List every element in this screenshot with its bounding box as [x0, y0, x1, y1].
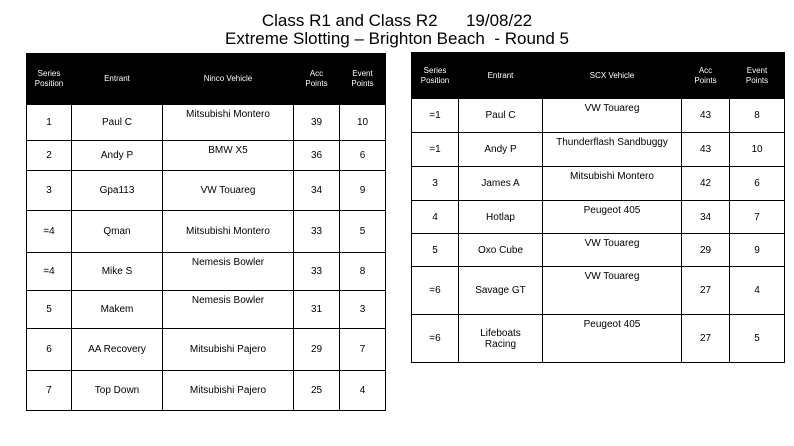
cell-series-position: =6 — [412, 267, 459, 315]
table-row — [412, 167, 785, 201]
cell-acc-points: 43 — [682, 133, 730, 167]
cell-acc-points: 34 — [682, 201, 730, 234]
cell-vehicle: VW Touareg — [543, 99, 682, 133]
cell-acc-points: 29 — [682, 234, 730, 267]
cell-series-position: 5 — [412, 234, 459, 267]
cell-entrant: Gpa113 — [72, 171, 163, 211]
cell-acc-points: 27 — [682, 267, 730, 315]
cell-acc-points: 42 — [682, 167, 730, 201]
header-vehicle: Ninco Vehicle — [163, 54, 294, 105]
table-row — [412, 267, 785, 315]
cell-vehicle: VW Touareg — [543, 234, 682, 267]
cell-acc-points: 31 — [294, 291, 340, 329]
cell-acc-points: 43 — [682, 99, 730, 133]
table-row — [27, 253, 386, 291]
header-event-points: Event Points — [340, 54, 386, 105]
cell-vehicle: Mitsubishi Pajero — [163, 329, 294, 371]
header-event-points: Event Points — [730, 53, 785, 99]
header-acc-points: Acc Points — [294, 54, 340, 105]
cell-entrant: Oxo Cube — [459, 234, 543, 267]
cell-vehicle: Peugeot 405 — [543, 201, 682, 234]
cell-entrant: Mike S — [72, 253, 163, 291]
cell-entrant: Paul C — [459, 99, 543, 133]
cell-acc-points: 39 — [294, 105, 340, 141]
header-series-position: Series Position — [27, 54, 72, 105]
cell-vehicle: Nemesis Bowler — [163, 291, 294, 329]
header-series-position: Series Position — [412, 53, 459, 99]
cell-series-position: 3 — [412, 167, 459, 201]
cell-event-points: 6 — [730, 167, 785, 201]
class-r2-results-table — [411, 52, 785, 363]
cell-entrant: Savage GT — [459, 267, 543, 315]
cell-entrant: Qman — [72, 211, 163, 253]
cell-acc-points: 29 — [294, 329, 340, 371]
cell-event-points: 3 — [340, 291, 386, 329]
cell-vehicle: Mitsubishi Pajero — [163, 371, 294, 411]
table-row — [412, 315, 785, 363]
table-row — [412, 99, 785, 133]
cell-event-points: 5 — [340, 211, 386, 253]
table-row — [27, 291, 386, 329]
header-entrant: Entrant — [459, 53, 543, 99]
cell-vehicle: Mitsubishi Montero — [163, 105, 294, 141]
cell-entrant: Paul C — [72, 105, 163, 141]
cell-entrant: Andy P — [459, 133, 543, 167]
cell-series-position: 2 — [27, 141, 72, 171]
cell-event-points: 9 — [730, 234, 785, 267]
cell-series-position: 5 — [27, 291, 72, 329]
cell-vehicle: Mitsubishi Montero — [543, 167, 682, 201]
cell-series-position: 6 — [27, 329, 72, 371]
title-line-2: Extreme Slotting – Brighton Beach - Round 5 — [225, 29, 569, 48]
header-entrant: Entrant — [72, 54, 163, 105]
cell-event-points: 6 — [340, 141, 386, 171]
cell-event-points: 9 — [340, 171, 386, 211]
class-r1-results-table — [26, 53, 386, 411]
cell-vehicle: BMW X5 — [163, 141, 294, 171]
cell-entrant: Makem — [72, 291, 163, 329]
cell-entrant: Lifeboats Racing — [459, 315, 543, 363]
cell-vehicle: Nemesis Bowler — [163, 253, 294, 291]
cell-acc-points: 27 — [682, 315, 730, 363]
cell-series-position: =1 — [412, 133, 459, 167]
cell-series-position: 4 — [412, 201, 459, 234]
table-row — [412, 133, 785, 167]
table-header-row — [27, 54, 386, 105]
cell-event-points: 10 — [340, 105, 386, 141]
cell-vehicle: Mitsubishi Montero — [163, 211, 294, 253]
cell-series-position: 7 — [27, 371, 72, 411]
cell-entrant: Andy P — [72, 141, 163, 171]
table-row — [27, 371, 386, 411]
cell-event-points: 7 — [730, 201, 785, 234]
cell-event-points: 5 — [730, 315, 785, 363]
cell-acc-points: 33 — [294, 211, 340, 253]
cell-series-position: 3 — [27, 171, 72, 211]
cell-vehicle: Peugeot 405 — [543, 315, 682, 363]
cell-entrant: Hotlap — [459, 201, 543, 234]
cell-series-position: =4 — [27, 211, 72, 253]
table-row — [412, 234, 785, 267]
cell-entrant: AA Recovery — [72, 329, 163, 371]
table-row — [412, 201, 785, 234]
table-row — [27, 171, 386, 211]
title-line-1: Class R1 and Class R2 19/08/22 — [261, 11, 533, 30]
cell-series-position: =6 — [412, 315, 459, 363]
cell-acc-points: 34 — [294, 171, 340, 211]
cell-series-position: =1 — [412, 99, 459, 133]
cell-entrant: James A — [459, 167, 543, 201]
cell-event-points: 10 — [730, 133, 785, 167]
cell-event-points: 8 — [340, 253, 386, 291]
cell-vehicle: VW Touareg — [543, 267, 682, 315]
cell-series-position: =4 — [27, 253, 72, 291]
cell-event-points: 8 — [730, 99, 785, 133]
cell-vehicle: Thunderflash Sandbuggy — [543, 133, 682, 167]
cell-acc-points: 36 — [294, 141, 340, 171]
cell-vehicle: VW Touareg — [163, 171, 294, 211]
table-row — [27, 329, 386, 371]
cell-acc-points: 25 — [294, 371, 340, 411]
cell-event-points: 7 — [340, 329, 386, 371]
cell-event-points: 4 — [730, 267, 785, 315]
cell-acc-points: 33 — [294, 253, 340, 291]
cell-entrant: Top Down — [72, 371, 163, 411]
cell-event-points: 4 — [340, 371, 386, 411]
table-row — [27, 141, 386, 171]
table-header-row — [412, 53, 785, 99]
header-acc-points: Acc Points — [682, 53, 730, 99]
cell-series-position: 1 — [27, 105, 72, 141]
table-row — [27, 211, 386, 253]
table-row — [27, 105, 386, 141]
header-vehicle: SCX Vehicle — [543, 53, 682, 99]
